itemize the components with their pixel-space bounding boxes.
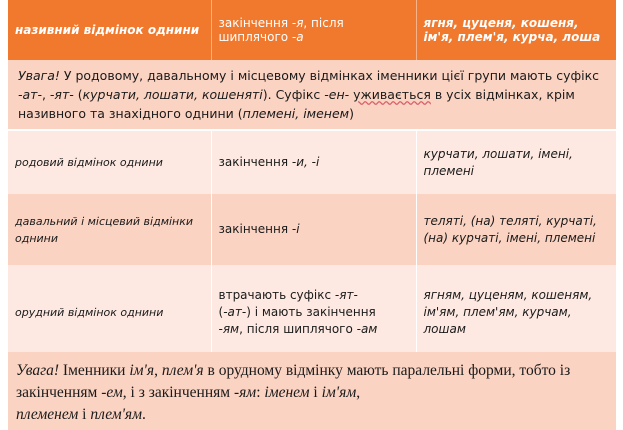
header-examples-cell: ягня, цуценя, кошеня, ім'я, плем'я, курча, лоша — [416, 0, 616, 60]
case-cell: орудний відмінок однини — [8, 265, 211, 360]
examples-cell: теляті, (на) теляті, курчаті, (на) курчаті, імені, племені — [416, 194, 616, 265]
case-cell: родовий відмінок однини — [8, 130, 211, 194]
ending-cell: закінчення -и, -і — [211, 130, 416, 194]
table-row-instrumental — [8, 265, 616, 360]
spellcheck-underlined-word: уживається — [353, 87, 431, 102]
table-row-dative-locative — [8, 194, 616, 265]
header-case-cell: називний відмінок однини — [8, 0, 211, 60]
footnote-label: Увага! — [16, 362, 60, 379]
examples-cell: ягням, цуценям, кошеням, ім'ям, плем'ям, курчам, лошам — [416, 265, 616, 360]
note-cell: Увага! У родовому, давальному і місцевому відмінках іменники цієї групи мають суфікс -ат-, -ят- (курчати, лошати, кошеняті). Суфікс -ен- уживається в усіх відмінках, крім називного та знахідного однини (племені, іменем) — [8, 60, 616, 130]
ending-cell: закінчення -і — [211, 194, 416, 265]
note-row — [8, 60, 616, 130]
table-row-genitive — [8, 130, 616, 194]
examples-cell: курчати, лошати, імені, племені — [416, 130, 616, 194]
table-header-row — [8, 0, 616, 60]
note-label: Увага! — [18, 68, 60, 83]
case-cell: давальний і місцевий відмінки однини — [8, 194, 211, 265]
footnote-box: Увага! Іменники ім'я, плем'я в орудному відмінку мають паралельні форми, тобто із закінченням -ем, і з закінченням -ям: іменем і ім'ям, племенем і плем'ям. — [8, 352, 616, 430]
header-ending-cell: закінчення -я, після шиплячого -а — [211, 0, 416, 60]
declension-table — [8, 0, 616, 360]
ending-cell: втрачають суфікс -ят- (-ат-) і мають закінчення -ям, після шиплячого -ам — [211, 265, 416, 360]
